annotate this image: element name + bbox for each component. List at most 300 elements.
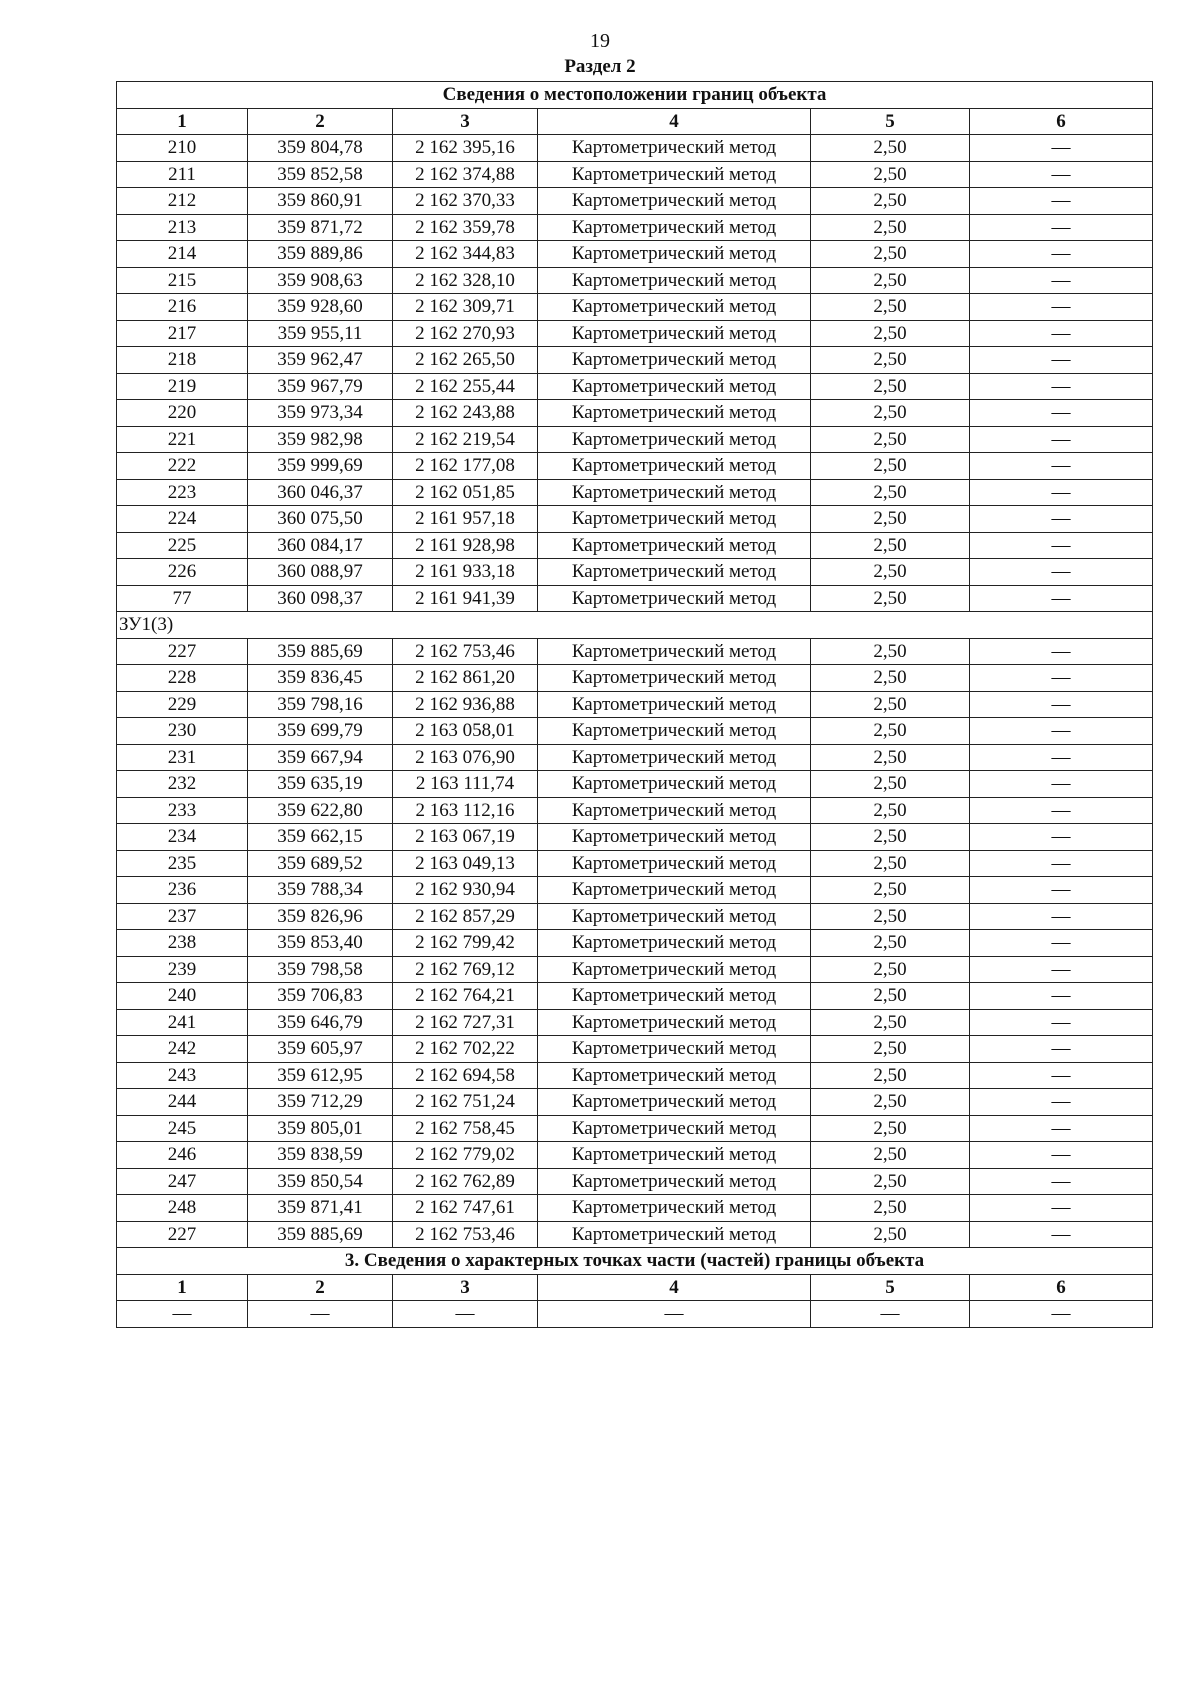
table-cell: —: [970, 983, 1153, 1010]
table-row: [117, 373, 1153, 400]
table-cell: —: [970, 665, 1153, 692]
table-cell: 359 805,01: [248, 1115, 393, 1142]
table-cell: 216: [117, 294, 248, 321]
table-row: [117, 850, 1153, 877]
table-cell: 241: [117, 1009, 248, 1036]
table-cell: 231: [117, 744, 248, 771]
table-cell: 235: [117, 850, 248, 877]
table-cell: 214: [117, 241, 248, 268]
table-cell: 1: [117, 1274, 248, 1301]
table-cell: 2 163 076,90: [393, 744, 538, 771]
table-cell: Картометрический метод: [538, 400, 811, 427]
table-cell: 2 162 359,78: [393, 214, 538, 241]
table-row: [117, 506, 1153, 533]
table-cell: 228: [117, 665, 248, 692]
table-cell: 2,50: [811, 161, 970, 188]
table-cell: 359 699,79: [248, 718, 393, 745]
table-cell: Картометрический метод: [538, 903, 811, 930]
table-cell: 2,50: [811, 797, 970, 824]
table-cell: —: [970, 1195, 1153, 1222]
table-row: [117, 400, 1153, 427]
table-cell: 2: [248, 1274, 393, 1301]
table-cell: 218: [117, 347, 248, 374]
table-cell: Картометрический метод: [538, 1195, 811, 1222]
section-title: Раздел 2: [564, 56, 636, 77]
table-cell: —: [970, 1168, 1153, 1195]
table-cell: 210: [117, 135, 248, 162]
table-cell: Картометрический метод: [538, 188, 811, 215]
section3-title: 3. Сведения о характерных точках части (частей) границы объекта: [117, 1248, 1153, 1275]
table-cell: 2,50: [811, 373, 970, 400]
table-cell: Картометрический метод: [538, 718, 811, 745]
table-cell: 359 885,69: [248, 1221, 393, 1248]
table-cell: 232: [117, 771, 248, 798]
table-cell: —: [970, 1115, 1153, 1142]
table-cell: 2,50: [811, 214, 970, 241]
table-cell: 243: [117, 1062, 248, 1089]
table-cell: 2,50: [811, 479, 970, 506]
table-cell: Картометрический метод: [538, 930, 811, 957]
table-cell: 6: [970, 108, 1153, 135]
table-cell: —: [970, 347, 1153, 374]
table-cell: 220: [117, 400, 248, 427]
table-cell: 212: [117, 188, 248, 215]
table-cell: —: [970, 956, 1153, 983]
table-cell: 2 162 702,22: [393, 1036, 538, 1063]
table-cell: 2 161 928,98: [393, 532, 538, 559]
table-cell: 233: [117, 797, 248, 824]
table-cell: —: [970, 1221, 1153, 1248]
table-cell: 359 622,80: [248, 797, 393, 824]
table-row: [117, 771, 1153, 798]
table-cell: 2 162 799,42: [393, 930, 538, 957]
table-cell: 2,50: [811, 1089, 970, 1116]
table-cell: —: [538, 1301, 811, 1328]
table-cell: 359 973,34: [248, 400, 393, 427]
table-cell: 217: [117, 320, 248, 347]
table-cell: 360 075,50: [248, 506, 393, 533]
table-cell: 2 161 941,39: [393, 585, 538, 612]
table-row: [117, 559, 1153, 586]
table-row: [117, 161, 1153, 188]
table-cell: —: [393, 1301, 538, 1328]
table-cell: 5: [811, 108, 970, 135]
group-label: ЗУ1(3): [117, 612, 1153, 639]
table-cell: Картометрический метод: [538, 1089, 811, 1116]
table-cell: 230: [117, 718, 248, 745]
table-row: [117, 585, 1153, 612]
table-cell: 359 853,40: [248, 930, 393, 957]
table-row: [117, 1195, 1153, 1222]
table-cell: 2,50: [811, 1142, 970, 1169]
table-cell: 2: [248, 108, 393, 135]
table-cell: 359 982,98: [248, 426, 393, 453]
table-cell: 223: [117, 479, 248, 506]
table-cell: Картометрический метод: [538, 638, 811, 665]
table-cell: Картометрический метод: [538, 347, 811, 374]
table-cell: 219: [117, 373, 248, 400]
table-cell: 238: [117, 930, 248, 957]
table-cell: 229: [117, 691, 248, 718]
table-cell: 359 999,69: [248, 453, 393, 480]
table-cell: 2,50: [811, 453, 970, 480]
table-cell: 237: [117, 903, 248, 930]
table-cell: 2 163 112,16: [393, 797, 538, 824]
table-cell: 2,50: [811, 1115, 970, 1142]
table-cell: 359 712,29: [248, 1089, 393, 1116]
table-cell: 359 838,59: [248, 1142, 393, 1169]
table-cell: 2,50: [811, 1009, 970, 1036]
table-cell: Картометрический метод: [538, 135, 811, 162]
table-cell: 2 162 769,12: [393, 956, 538, 983]
table-cell: 2,50: [811, 585, 970, 612]
table-row: [117, 267, 1153, 294]
table-cell: Картометрический метод: [538, 320, 811, 347]
table-cell: 211: [117, 161, 248, 188]
table-cell: 359 871,41: [248, 1195, 393, 1222]
table-cell: 2,50: [811, 665, 970, 692]
table-row: [117, 1089, 1153, 1116]
table-cell: —: [970, 320, 1153, 347]
table-row: [117, 214, 1153, 241]
table-cell: 2,50: [811, 1062, 970, 1089]
table-row: [117, 453, 1153, 480]
table-cell: 359 662,15: [248, 824, 393, 851]
boundary-table-body: [117, 82, 1153, 1328]
table-cell: —: [970, 373, 1153, 400]
table-cell: 2,50: [811, 1221, 970, 1248]
table-cell: 244: [117, 1089, 248, 1116]
table-cell: 2 162 219,54: [393, 426, 538, 453]
table-cell: 2 162 758,45: [393, 1115, 538, 1142]
table-cell: 2,50: [811, 347, 970, 374]
table-cell: 2 162 930,94: [393, 877, 538, 904]
table-cell: 242: [117, 1036, 248, 1063]
table-cell: 239: [117, 956, 248, 983]
table-cell: —: [970, 214, 1153, 241]
table-cell: —: [970, 585, 1153, 612]
table-cell: Картометрический метод: [538, 1009, 811, 1036]
table-cell: —: [970, 426, 1153, 453]
table-cell: 2 162 370,33: [393, 188, 538, 215]
table-cell: 77: [117, 585, 248, 612]
table-cell: 1: [117, 108, 248, 135]
table-cell: Картометрический метод: [538, 161, 811, 188]
table-cell: 2 162 255,44: [393, 373, 538, 400]
table-cell: —: [970, 771, 1153, 798]
column-number-row: [117, 108, 1153, 135]
table-cell: 359 955,11: [248, 320, 393, 347]
table-cell: Картометрический метод: [538, 824, 811, 851]
table-cell: 2,50: [811, 850, 970, 877]
table-cell: Картометрический метод: [538, 877, 811, 904]
table-cell: Картометрический метод: [538, 850, 811, 877]
table-cell: Картометрический метод: [538, 665, 811, 692]
table-cell: 2,50: [811, 532, 970, 559]
table-cell: 2 162 753,46: [393, 1221, 538, 1248]
table-cell: —: [970, 638, 1153, 665]
table-cell: 2 162 762,89: [393, 1168, 538, 1195]
table-row: [117, 691, 1153, 718]
table-cell: 359 836,45: [248, 665, 393, 692]
table-cell: —: [970, 797, 1153, 824]
table-cell: Картометрический метод: [538, 771, 811, 798]
table-row: [117, 797, 1153, 824]
table-cell: —: [970, 135, 1153, 162]
table-cell: —: [970, 824, 1153, 851]
table-cell: 359 667,94: [248, 744, 393, 771]
table-row: [117, 1168, 1153, 1195]
table-cell: —: [970, 1036, 1153, 1063]
table-cell: Картометрический метод: [538, 983, 811, 1010]
table-row: [117, 638, 1153, 665]
table-cell: 359 826,96: [248, 903, 393, 930]
table-cell: —: [970, 877, 1153, 904]
table-cell: 359 646,79: [248, 1009, 393, 1036]
table-cell: Картометрический метод: [538, 373, 811, 400]
table-cell: 359 962,47: [248, 347, 393, 374]
table-cell: 4: [538, 108, 811, 135]
table-cell: 2 162 265,50: [393, 347, 538, 374]
table-row: [117, 1115, 1153, 1142]
table-cell: 2 163 111,74: [393, 771, 538, 798]
table-cell: 359 798,16: [248, 691, 393, 718]
table-row: [117, 135, 1153, 162]
table-cell: 6: [970, 1274, 1153, 1301]
table-cell: 2,50: [811, 638, 970, 665]
table-cell: 2 163 058,01: [393, 718, 538, 745]
table-cell: —: [970, 691, 1153, 718]
table-cell: 2 163 049,13: [393, 850, 538, 877]
table-row: [117, 188, 1153, 215]
table-cell: —: [970, 1301, 1153, 1328]
table-row: [117, 1301, 1153, 1328]
table-cell: —: [248, 1301, 393, 1328]
table-cell: 2 163 067,19: [393, 824, 538, 851]
table-cell: 359 706,83: [248, 983, 393, 1010]
table-cell: 213: [117, 214, 248, 241]
table-cell: Картометрический метод: [538, 1115, 811, 1142]
table-cell: 2 162 751,24: [393, 1089, 538, 1116]
table-cell: —: [970, 718, 1153, 745]
table-row: [117, 930, 1153, 957]
table-cell: 2 162 309,71: [393, 294, 538, 321]
table-cell: —: [970, 267, 1153, 294]
table-cell: Картометрический метод: [538, 506, 811, 533]
table-cell: 224: [117, 506, 248, 533]
table-cell: 359 612,95: [248, 1062, 393, 1089]
table-cell: Картометрический метод: [538, 956, 811, 983]
table-cell: 222: [117, 453, 248, 480]
table-cell: 2,50: [811, 691, 970, 718]
section3-title-row: [117, 1248, 1153, 1275]
table-cell: 360 088,97: [248, 559, 393, 586]
table-row: [117, 903, 1153, 930]
table-row: [117, 824, 1153, 851]
table-cell: 225: [117, 532, 248, 559]
table-cell: 247: [117, 1168, 248, 1195]
table-cell: 2 162 395,16: [393, 135, 538, 162]
table-cell: —: [117, 1301, 248, 1328]
table-cell: Картометрический метод: [538, 1142, 811, 1169]
table-cell: —: [811, 1301, 970, 1328]
section3-column-number-row: [117, 1274, 1153, 1301]
table-row: [117, 347, 1153, 374]
table-cell: 2,50: [811, 1168, 970, 1195]
table-cell: 359 967,79: [248, 373, 393, 400]
table-cell: 359 860,91: [248, 188, 393, 215]
table-cell: 2 162 177,08: [393, 453, 538, 480]
table-cell: 215: [117, 267, 248, 294]
table-cell: Картометрический метод: [538, 559, 811, 586]
table-cell: 2,50: [811, 506, 970, 533]
table-cell: 227: [117, 638, 248, 665]
table-cell: 359 889,86: [248, 241, 393, 268]
table-cell: 2 162 764,21: [393, 983, 538, 1010]
table-cell: 4: [538, 1274, 811, 1301]
table-cell: 359 850,54: [248, 1168, 393, 1195]
table-cell: Картометрический метод: [538, 1062, 811, 1089]
table-cell: —: [970, 241, 1153, 268]
table-cell: 2,50: [811, 320, 970, 347]
table-cell: 2 162 243,88: [393, 400, 538, 427]
table-cell: 221: [117, 426, 248, 453]
table-cell: —: [970, 930, 1153, 957]
table-cell: 236: [117, 877, 248, 904]
table-cell: Картометрический метод: [538, 532, 811, 559]
table-cell: 2,50: [811, 188, 970, 215]
table-cell: —: [970, 1009, 1153, 1036]
table-cell: 2 162 694,58: [393, 1062, 538, 1089]
table-row: [117, 241, 1153, 268]
table-cell: 2,50: [811, 294, 970, 321]
table-caption-row: [117, 82, 1153, 109]
table-cell: —: [970, 161, 1153, 188]
table-cell: 2 162 861,20: [393, 665, 538, 692]
table-cell: 359 605,97: [248, 1036, 393, 1063]
table-cell: 3: [393, 108, 538, 135]
table-cell: Картометрический метод: [538, 214, 811, 241]
table-cell: 2 162 936,88: [393, 691, 538, 718]
table-cell: —: [970, 400, 1153, 427]
table-cell: 2,50: [811, 1036, 970, 1063]
table-row: [117, 1221, 1153, 1248]
table-cell: 2 162 747,61: [393, 1195, 538, 1222]
table-row: [117, 1009, 1153, 1036]
table-cell: 359 788,34: [248, 877, 393, 904]
table-cell: Картометрический метод: [538, 691, 811, 718]
table-cell: 2 161 933,18: [393, 559, 538, 586]
table-row: [117, 1062, 1153, 1089]
table-cell: Картометрический метод: [538, 294, 811, 321]
table-cell: 2 162 344,83: [393, 241, 538, 268]
table-cell: 2 162 328,10: [393, 267, 538, 294]
table-cell: 2,50: [811, 241, 970, 268]
table-cell: 359 885,69: [248, 638, 393, 665]
table-row: [117, 320, 1153, 347]
table-cell: 2,50: [811, 877, 970, 904]
table-cell: 2 162 779,02: [393, 1142, 538, 1169]
table-cell: —: [970, 506, 1153, 533]
table-cell: 2,50: [811, 135, 970, 162]
table-cell: 2,50: [811, 718, 970, 745]
boundary-table: [116, 81, 1153, 1328]
table-cell: —: [970, 294, 1153, 321]
table-cell: 2,50: [811, 983, 970, 1010]
table-cell: 2,50: [811, 903, 970, 930]
table-cell: Картометрический метод: [538, 267, 811, 294]
table-cell: Картометрический метод: [538, 585, 811, 612]
group-label-row: [117, 612, 1153, 639]
table-cell: 5: [811, 1274, 970, 1301]
table-cell: 360 084,17: [248, 532, 393, 559]
table-cell: 2,50: [811, 956, 970, 983]
table-cell: —: [970, 1062, 1153, 1089]
table-cell: Картометрический метод: [538, 453, 811, 480]
table-cell: 359 908,63: [248, 267, 393, 294]
table-cell: 3: [393, 1274, 538, 1301]
table-cell: 2,50: [811, 1195, 970, 1222]
table-row: [117, 665, 1153, 692]
table-cell: 359 852,58: [248, 161, 393, 188]
table-cell: 2,50: [811, 771, 970, 798]
table-cell: 2,50: [811, 267, 970, 294]
table-row: [117, 294, 1153, 321]
table-cell: 248: [117, 1195, 248, 1222]
table-cell: —: [970, 453, 1153, 480]
table-cell: Картометрический метод: [538, 744, 811, 771]
table-row: [117, 744, 1153, 771]
table-cell: Картометрический метод: [538, 426, 811, 453]
table-row: [117, 479, 1153, 506]
table-cell: —: [970, 744, 1153, 771]
table-cell: 359 689,52: [248, 850, 393, 877]
table-cell: —: [970, 479, 1153, 506]
table-cell: Картометрический метод: [538, 1168, 811, 1195]
table-cell: 2 162 270,93: [393, 320, 538, 347]
table-cell: 2 162 051,85: [393, 479, 538, 506]
table-cell: Картометрический метод: [538, 797, 811, 824]
page-number: 19: [590, 30, 610, 52]
table-row: [117, 983, 1153, 1010]
table-cell: 240: [117, 983, 248, 1010]
table-cell: 2 162 857,29: [393, 903, 538, 930]
table-cell: 2 162 374,88: [393, 161, 538, 188]
table-cell: —: [970, 559, 1153, 586]
table-row: [117, 532, 1153, 559]
table-cell: 2 162 727,31: [393, 1009, 538, 1036]
table-row: [117, 956, 1153, 983]
table-cell: —: [970, 532, 1153, 559]
table-cell: 234: [117, 824, 248, 851]
table-row: [117, 1036, 1153, 1063]
table-row: [117, 718, 1153, 745]
table-cell: Картометрический метод: [538, 1221, 811, 1248]
table-cell: Картометрический метод: [538, 479, 811, 506]
table-cell: 227: [117, 1221, 248, 1248]
table-cell: 2 162 753,46: [393, 638, 538, 665]
table-cell: —: [970, 188, 1153, 215]
table-cell: 246: [117, 1142, 248, 1169]
table-cell: 2,50: [811, 744, 970, 771]
table-cell: 360 046,37: [248, 479, 393, 506]
table-cell: 360 098,37: [248, 585, 393, 612]
table-cell: 2 161 957,18: [393, 506, 538, 533]
table-cell: 245: [117, 1115, 248, 1142]
table-cell: 226: [117, 559, 248, 586]
table-cell: 359 635,19: [248, 771, 393, 798]
table-row: [117, 877, 1153, 904]
